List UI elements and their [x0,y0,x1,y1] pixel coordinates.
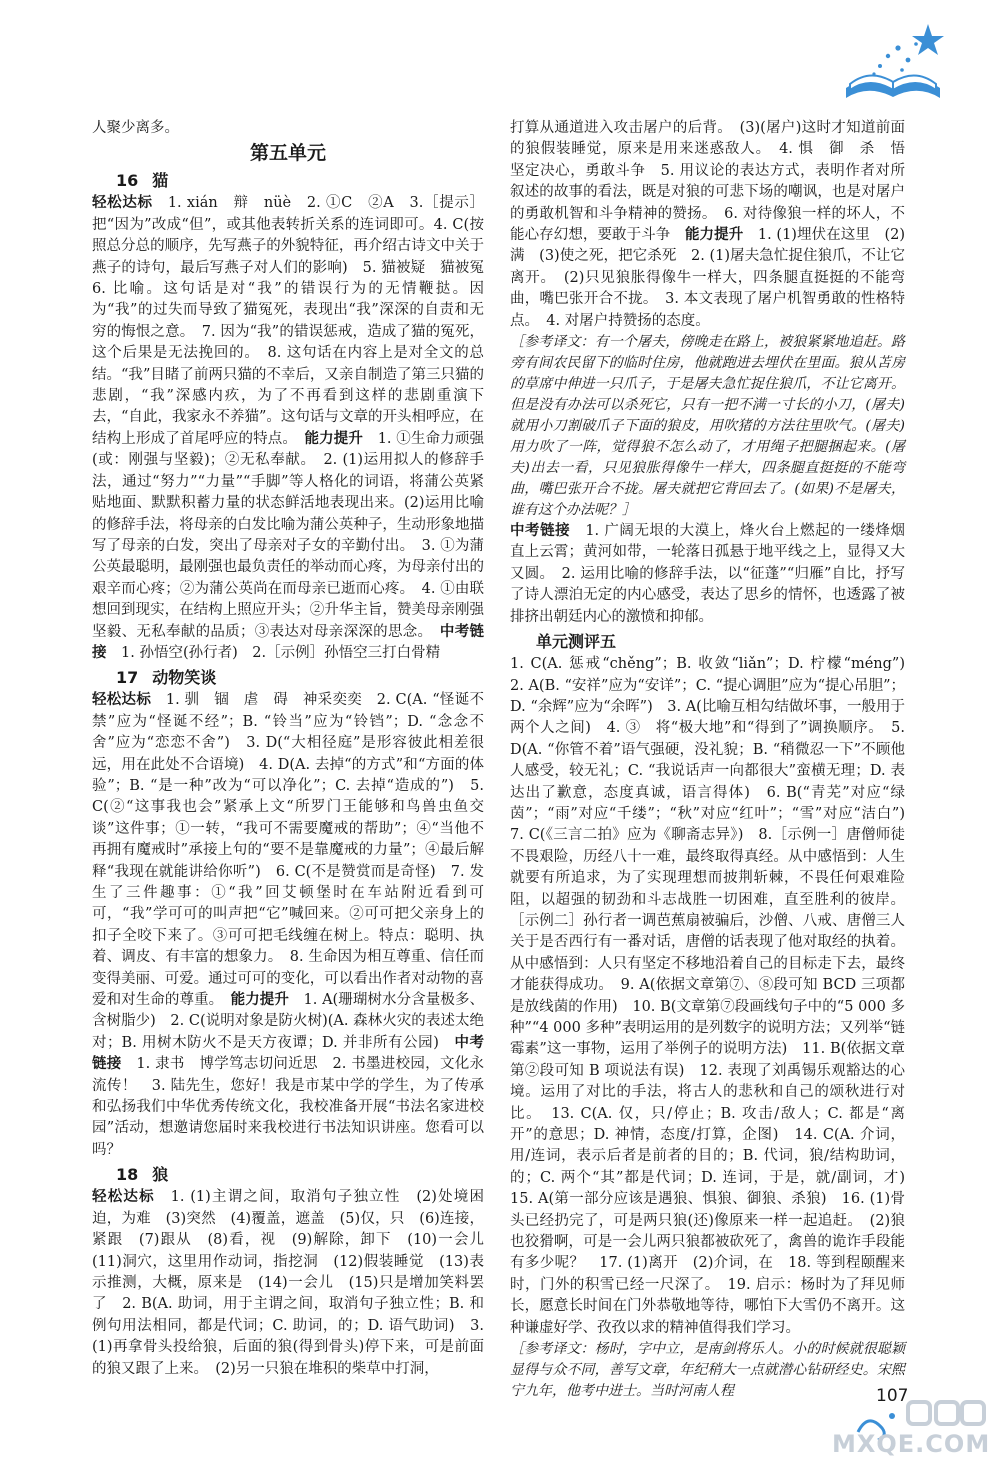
answer-text: 打算从通道进入攻击屠户的后背。 (3)(屠户)这时才知道前面的狼假装睡觉，原来是用来迷惑敌人。 4. 惧 御 杀 悟 坚定决心，勇敢斗争 5. 用议论的表达方式，表明作者对所叙述的故事的看法，既是对狼的可悲下场的嘲讽，也是对屠户的勇敢机智和斗争精神的赞扬。 6. 对待像狼一样的坏人，不能心存幻想，要敢于斗争 [510,120,920,244]
unit-test-answers: 1. C(A. 惩戒“chěng”；B. 收敛“liǎn”；D. 柠檬“méng”) 2. A(B. “安祥”应为“安详”；C. “提心调胆”应为“提心吊胆”；D. “余辉”应为“余晖”) 3. A(比喻互相勾结做坏事，一般用于两个人之间) 4. ③ 将“极大地”和“得到了”调换顺序。 5. D(A. “你管不着”语气强硬，没礼貌；B. “稍微忍一下”不顾他人感受，较无礼；C. “我说话声一向都很大”蛮横无理；D. 表达出了歉意，态度真诚，语言得体) 6. B(“青芜”对应“绿茵”；“雨”对应“千缕”；“秋”对应“红叶”；“雪”对应“洁白”) 7. C(《三言二拍》应为《聊斋志异》) 8.［示例一］唐僧师徒不畏艰险，历经八十一难，最终取得真经。从中感悟到：人生就要有所追求，为了实现理想而披荆斩棘，不畏任何艰难险阻，以超强的韧劲和斗志战胜一切困难，直至胜利的彼岸。［示例二］孙行者一调芭蕉扇被骗后，沙僧、八戒、唐僧三人关于是否西行有一番对话，唐僧的话表现了他对取经的执着。从中感悟到：人只有坚定不移地沿着自己的目标走下去，最终才能获得成功。 9. A(依据文章第⑦、⑧段可知 BCD 三项都是放线菌的作用) 10. B(文章第⑦段画线句子中的“5 000 多种”“4 000 多种”表明运用的是列数字的说明方法；又列举“链霉素”这一事物，运用了举例子的说明方法) 11. B(依据文章第②段可知 B 项说法有误) 12. 表现了刘禹锡乐观豁达的心境。运用了对比的手法，将古人的悲秋和自己的颂秋进行对比。 13. C(A. 仅，只/停止；B. 攻击/敌人；C. 都是“离开”的意思；D. 神情，态度/打算，企图) 14. C(A. 介词，用/连词，表示后者是前者的目的；B. 代词，狼/结构助词，的；C. 两个“其”都是代词；D. 连词，于是，就/副词，才) 15. A(第一部分应该是遇狼、惧狼、御狼、杀狼) 16. (1)骨头已经扔完了，可是两只狼(还)像原来一样一起追赶。 (2)狼也狡猾啊，可是一会儿两只狼都被砍死了，禽兽的诡诈手段能有多少呢？ 17. (1)离开 (2)介词，在 18. 等到程颐醒来时，门外的积雪已经一尺深了。 19. 启示：杨时为了拜见师长，愿意长时间在门外恭敬地等待，哪怕下大雪仍不离开。这种谦虚好学、孜孜以求的精神值得我们学习。 [510,656,920,1336]
reference-translation: ［参考译文：有一个屠夫，傍晚走在路上，被狼紧紧地追赶。路旁有间农民留下的临时住房，他就跑进去埋伏在里面。狼从苫房的草席中伸进一只爪子，于是屠夫急忙捉住狼爪，不让它离开。但是没有办法可以杀死它，只有一把不满一寸长的小刀，(屠夫)就用小刀割破爪子下面的狼皮，用吹猪的方法往里吹气。(屠夫)用力吹了一阵，觉得狼不怎么动了，才用绳子把腿捆起来。(屠夫)出去一看，只见狼胀得像牛一样大，四条腿直挺挺的不能弯曲，嘴巴张开合不拢。屠夫就把它背回去了。(如果)不是屠夫，谁有这个办法呢？］ [510,334,905,519]
open-book-stars-icon [838,18,948,108]
section-tag: 中考链接 [510,523,571,540]
unit-title: 第五单元 [249,142,326,165]
lesson-title: 狼 [152,1165,169,1185]
lesson-17-answers [92,690,484,1161]
answer-text: 1. (1)埋伏在这里 (2)满 (3)使之死，把它杀死 2. (1)屠夫急忙捉住狼爪，不让它离开。 (2)只见狼胀得像牛一样大，四条腿直挺挺的不能弯曲，嘴巴张开合不拢。 3. 本文表现了屠户机智勇敢的性格特点。 4. 对屠户持赞扬的态度。 [510,227,906,329]
intro-text: 人聚少离多。 [92,120,179,136]
section-tag: 轻松达标 [92,1189,155,1206]
answer-text: 1. (1)主谓之间，取消句子独立性 (2)处境困迫，为难 (3)突然 (4)覆盖，遮盖 (5)仅，只 (6)连接，紧跟 (7)跟从 (8)看，视 (9)解除，卸下 (10)一会儿 (11)洞穴，这里用作动词，指挖洞 (12)假装睡觉 (13)表示推测，大概，原来是 (14)一会儿 (15)只是增加笑料罢了 2. B(A. 助词，用于主谓之间，取消句子独立性；B. 和例句用法相同，都是代词；C. 助词，的；D. 语气助词) 3. (1)再拿骨头投给狼，后面的狼(得到骨头)停下来，可是前面的狼又跟了上来。 (2)另一只狼在堆积的柴草中打洞， [92,1189,499,1377]
section-tag: 能力提升 [304,430,364,447]
lesson-18-answers [92,1187,499,1380]
unit-test-translation: ［参考译文：杨时，字中立，是南剑将乐人。小的时候就很聪颖显得与众不同，善写文章，年纪稍大一点就潜心钻研经史。宋熙宁九年，他考中进士。当时河南人程 [510,1341,905,1400]
watermark-text: MXQE.COM [832,1430,991,1458]
answer-text: 1. 隶书 博学笃志切问近思 2. 书墨进校园，文化永流传！ 3. 陆先生，您好！我是市某中学的学生，为了传承和弘扬我们中华优秀传统文化，我校准备开展“书法名家进校园”活动，想邀请您届时来我校进行书法知识讲座。您看可以吗？ [92,1056,485,1158]
exam-link-answers [510,521,905,628]
lesson-18-heading [92,1163,484,1187]
answer-text: 1. ①生命力顽强(或：刚强与坚毅)；②无私奉献。 2. (1)运用拟人的修辞手法，通过“努力”“力量”“手脚”等人格化的词语，将蒲公英紧贴地面、默默积蓄力量的状态鲜活地表现出来。(2)运用比喻的修辞手法，将母亲的白发比喻为蒲公英种子，生动形象地描写了母亲的白发，突出了母亲对子女的辛勤付出。 3. ①为蒲公英最聪明，最刚强也最负责任的举动而心疼，为母亲付出的艰辛而心疼；②为蒲公英尚在而母亲已逝而心疼。 4. ①由联想回到现实，在结构上照应开头；②升华主旨，赞美母亲刚强坚毅、无私奉献的品质；③表达对母亲深深的思念。 [92,430,485,640]
answer-text: 1. A(珊瑚树水分含量极多、含树脂少) 2. C(说明对象是防火树)(A. 森林火灾的表述太绝对；B. 用树木防火不是天方夜谭；D. 并非所有公园) [92,992,485,1051]
lesson-number: 17 [116,668,139,688]
lesson-title: 动物笑谈 [152,668,217,688]
lesson-number: 16 [116,171,139,191]
lesson-16-answers [92,193,499,664]
unit-test-heading: 单元测评五 [536,632,617,652]
lesson-title: 猫 [152,171,169,191]
answer-text: 1. 驯 锢 虐 碍 神采奕奕 2. C(A. “怪诞不禁”应为“怪诞不经”；B. “铃当”应为“铃铛”；D. “念念不舍”应为“恋恋不舍”) 3. D(“大相径庭”是形容彼此相差很远，用在此处不合语境) 4. D(A. 去掉“的方式”和“方面的体验”；B. “是一种”改为“可以净化”；C. 去掉“造成的”) 5. C(②“这事我也会”紧承上文“所罗门王能够和鸟兽虫鱼交谈”这件事；①一转，“我可不需要魔戒的帮助”；④“当他不再拥有魔戒时”承接上句的“要不是靠魔戒的力量”；④最后解释“我现在就能讲给你听”) 6. C(不是赞赏而是奇怪) 7. 发生了三件趣事：①“我”回艾顿堡时在车站附近看到可可，“我”学可可的叫声把“它”喊回来。②可可把父亲身上的扣子全咬下来了。③可可把毛线缠在树上。特点：聪明、执着、调皮、有丰富的想象力。 8. 生命因为相互尊重、信任而变得美丽、可爱。通过可可的变化，可以看出作者对动物的喜爱和对生命的尊重。 [92,692,484,1009]
section-tag: 轻松达标 [92,692,152,709]
left-column [92,118,499,1380]
answer-text: 1. 孙悟空(孙行者) 2.［示例］孙悟空三打白骨精 [121,644,441,661]
section-tag: 轻松达标 [92,195,153,212]
answer-text: 1. 广阔无垠的大漠上，烽火台上燃起的一缕烽烟直上云霄；黄河如带，一轮落日孤悬于地平线之上，显得又大又圆。 2. 运用比喻的修辞手法，以“征蓬”“归雁”自比，抒写了诗人漂泊无定的内心感受，表达了思乡的情怀，也透露了被排挤出朝廷内心的激愤和抑郁。 [510,523,905,625]
section-tag: 中考链接 [92,1034,485,1073]
lesson-16-heading [92,169,484,193]
section-tag: 中考链接 [92,623,485,661]
right-column [510,118,920,1402]
lesson-number: 18 [116,1165,139,1185]
lesson-17-heading [92,666,484,690]
answer-text: 1. xián 辩 nüè 2. ①C ②A 3.［提示］把“因为”改成“但”，或其他表转折关系的连词即可。4. C(按照总分总的顺序，先写燕子的外貌特征，再介绍古诗文中关于燕子的诗句，最后写燕子对人们的影响) 5. 猫被疑 猫被冤 6. 比喻。这句话是对“我”的错误行为的无情鞭挞。因为“我”的过失而导致了猫冤死，表现出“我”深深的自责和无穷的悔恨之意。 7. 因为“我”的错误惩戒，造成了猫的冤死，这个后果是无法挽回的。 8. 这句话在内容上是对全文的总结。“我”目睹了前两只猫的不幸后，又亲自制造了第三只猫的悲剧，“我”深感内疚，为了不再看到这样的悲剧重演下去，“自此，我家永不养猫”。这句话与文章的开头相呼应，在结构上形成了首尾呼应的特点。 [92,195,499,447]
section-tag: 能力提升 [230,992,289,1009]
section-tag: 能力提升 [684,227,744,244]
lesson-18-continued [510,118,920,332]
page-number: 107 [876,1386,909,1406]
